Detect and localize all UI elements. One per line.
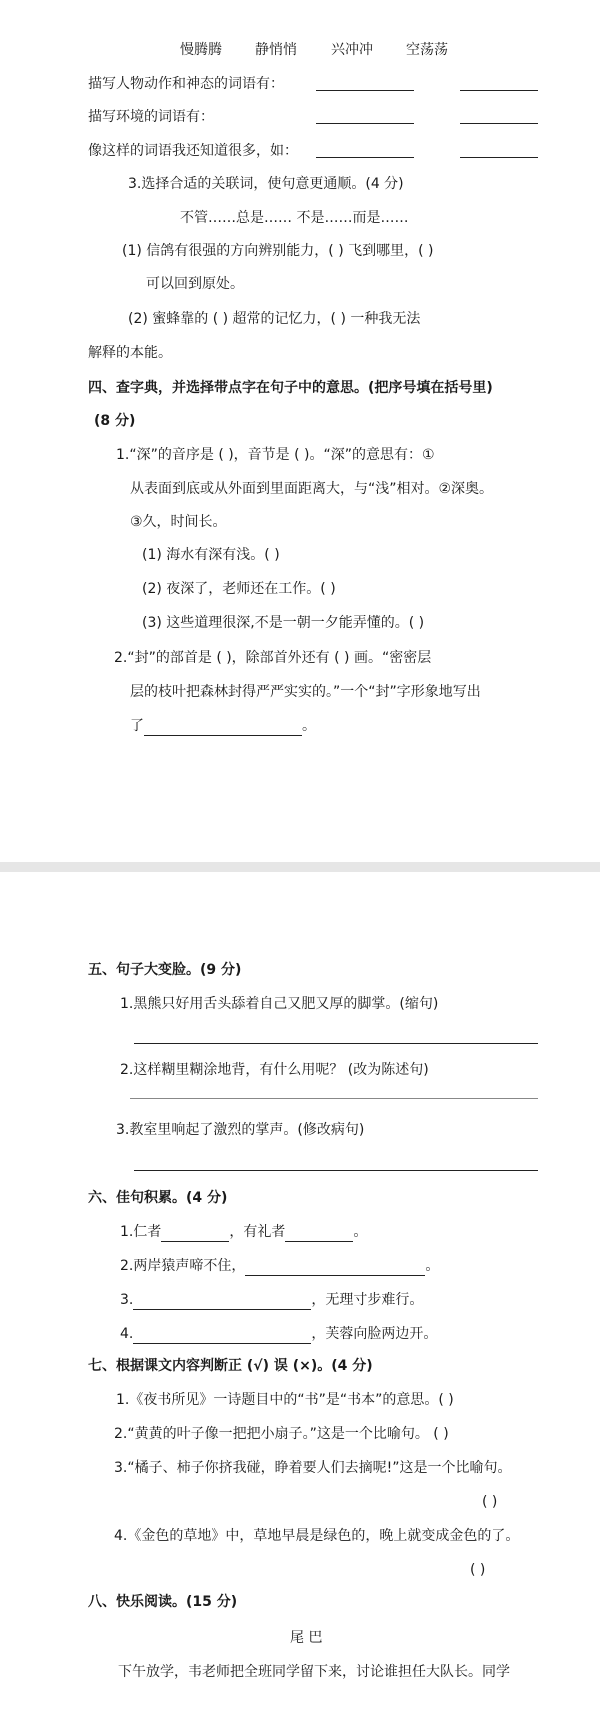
answer-blank[interactable]	[316, 123, 414, 124]
sec4-q1-line-b: 从表面到底或从外面到里面距离大，与“浅”相对。②深奥。	[130, 481, 494, 497]
section-4-score: (8 分)	[94, 413, 136, 429]
word-4: 空荡荡	[406, 42, 448, 58]
sec7-q2: 2.“黄黄的叶子像一把把小扇子。”这是一个比喻句。 ( )	[114, 1426, 449, 1442]
sec4-q1-line-a: 1.“深”的音序是 ( )，音节是 ( )。“深”的意思有：①	[116, 447, 435, 463]
answer-blank[interactable]	[161, 1225, 229, 1242]
sec6-l4-b: ，芙蓉向脸两边开。	[311, 1326, 438, 1342]
q3-options: 不管……总是…… 不是……而是……	[180, 210, 409, 226]
page-divider	[0, 862, 600, 872]
sec4-q2-prefix: 了	[130, 718, 144, 734]
sec6-line-3	[120, 1290, 423, 1310]
section-7-title: 七、根据课文内容判断正 (√) 误 (×)。(4 分)	[88, 1358, 373, 1374]
sec6-line-4	[120, 1324, 437, 1344]
q3-sentence-1b: 可以回到原处。	[146, 276, 244, 292]
sec6-line-2	[120, 1256, 439, 1276]
sec4-q2-line-a: 2.“封”的部首是 ( )，除部首外还有 ( ) 画。“密密层	[114, 650, 432, 666]
sec4-q1-item-2: (2) 夜深了，老师还在工作。( )	[142, 581, 336, 597]
sec7-q3: 3.“橘子、柿子你挤我碰，睁着要人们去摘呢!”这是一个比喻句。	[114, 1460, 512, 1476]
sec4-q2-suffix: 。	[302, 718, 316, 734]
answer-blank[interactable]	[144, 719, 302, 736]
word-3: 兴冲冲	[331, 42, 373, 58]
sec4-q1-item-1: (1) 海水有深有浅。( )	[142, 547, 280, 563]
sec7-q4: 4.《金色的草地》中，草地早晨是绿色的，晚上就变成金色的了。	[114, 1528, 520, 1544]
sec6-l1-c: 。	[353, 1224, 368, 1240]
answer-blank[interactable]	[460, 90, 538, 91]
section-6-title: 六、佳句积累。(4 分)	[88, 1190, 228, 1206]
sec5-q2: 2.这样糊里糊涂地背，有什么用呢？ (改为陈述句)	[120, 1062, 429, 1078]
answer-blank[interactable]	[460, 157, 538, 158]
answer-blank[interactable]	[316, 157, 414, 158]
answer-line[interactable]	[134, 1043, 538, 1044]
sec6-l1-b: ，有礼者	[229, 1224, 286, 1240]
answer-blank[interactable]	[245, 1259, 425, 1276]
sec4-q2-line-b: 层的枝叶把森林封得严严实实的。”一个“封”字形象地写出	[130, 684, 481, 700]
desc-more-words: 像这样的词语我还知道很多，如：	[88, 143, 298, 159]
answer-blank[interactable]	[133, 1293, 311, 1310]
answer-blank[interactable]	[460, 123, 538, 124]
desc-action-words: 描写人物动作和神态的词语有：	[88, 76, 284, 92]
sec7-q4-paren[interactable]: ( )	[470, 1562, 486, 1578]
q3-sentence-2a: (2) 蜜蜂靠的 ( ) 超常的记忆力，( ) 一种我无法	[128, 311, 421, 327]
story-title: 尾 巴	[290, 1630, 323, 1646]
desc-env-words: 描写环境的词语有：	[88, 109, 214, 125]
q3-sentence-2b: 解释的本能。	[88, 345, 172, 361]
sec6-line-1	[120, 1222, 367, 1242]
sec6-l4-a: 4.	[120, 1326, 134, 1342]
sec6-l2-a: 2.两岸猿声啼不住，	[120, 1258, 246, 1274]
answer-line[interactable]	[134, 1170, 538, 1171]
sec6-l3-a: 3.	[120, 1292, 134, 1308]
sec5-q1: 1.黑熊只好用舌头舔着自己又肥又厚的脚掌。(缩句)	[120, 996, 439, 1012]
section-5-title: 五、句子大变脸。(9 分)	[88, 962, 242, 978]
sec5-q3: 3.教室里响起了激烈的掌声。(修改病句)	[116, 1122, 365, 1138]
sec6-l1-a: 1.仁者	[120, 1224, 162, 1240]
sec7-q3-paren[interactable]: ( )	[482, 1494, 498, 1510]
answer-blank[interactable]	[285, 1225, 353, 1242]
word-1: 慢腾腾	[180, 42, 222, 58]
sec4-q1-item-3: (3) 这些道理很深,不是一朝一夕能弄懂的。( )	[142, 615, 425, 631]
section-8-title: 八、快乐阅读。(15 分)	[88, 1594, 238, 1610]
answer-blank[interactable]	[133, 1327, 311, 1344]
story-paragraph: 下午放学，韦老师把全班同学留下来，讨论谁担任大队长。同学	[118, 1664, 510, 1680]
sec4-q1-line-c: ③久，时间长。	[130, 514, 227, 530]
sec6-l3-b: ，无理寸步难行。	[311, 1292, 424, 1308]
q3-title: 3.选择合适的关联词，使句意更通顺。(4 分)	[128, 176, 404, 192]
section-4-title: 四、查字典，并选择带点字在句子中的意思。(把序号填在括号里)	[88, 380, 493, 396]
q3-sentence-1a: (1) 信鸽有很强的方向辨别能力，( ) 飞到哪里，( )	[122, 243, 434, 259]
word-2: 静悄悄	[255, 42, 297, 58]
sec4-q2-line-c	[130, 716, 316, 736]
answer-blank[interactable]	[316, 90, 414, 91]
answer-line[interactable]	[130, 1098, 538, 1099]
sec7-q1: 1.《夜书所见》一诗题目中的“书”是“书本”的意思。( )	[116, 1392, 454, 1408]
sec6-l2-b: 。	[425, 1258, 440, 1274]
